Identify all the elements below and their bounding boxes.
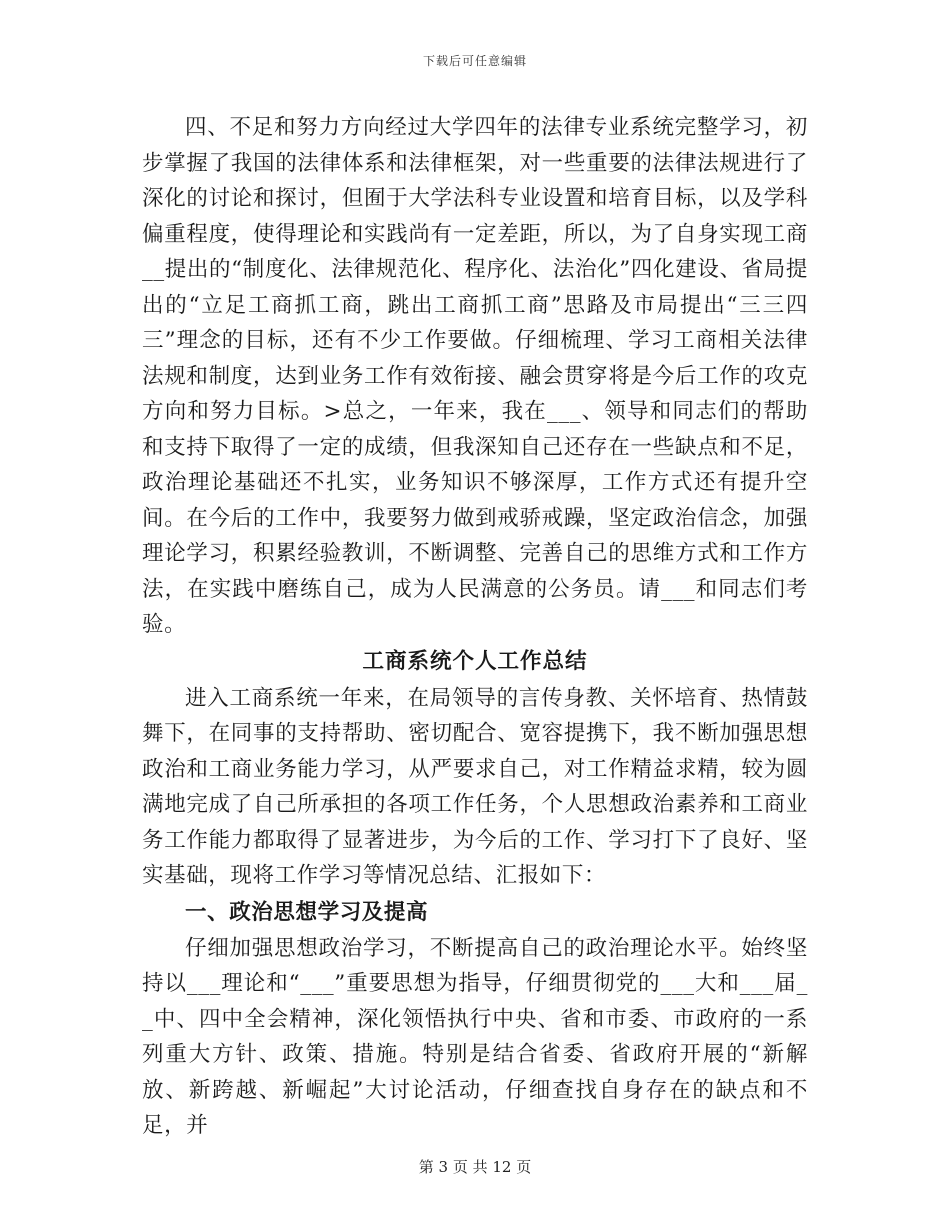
page-header-note: 下载后可任意编辑 bbox=[422, 54, 527, 68]
paragraph-intro: 进入工商系统一年来，在局领导的言传身教、关怀培育、热情鼓舞下，在同事的支持帮助、密切配合、宽容提携下，我不断加强思想政治和工商业务能力学习，从严要求自己，对工作精益求精，较为圆满地完成了自己所承担的各项工作任务，个人思想政治素养和工商业务工作能力都取得了显著进步，为今后的工作、学习打下了良好、坚实基础，现将工作学习等情况总结、汇报如下： bbox=[142, 685, 808, 888]
paragraph-political-study: 仔细加强思想政治学习，不断提高自己的政治理论水平。始终坚持以___理论和“___”重要思想为指导，仔细贯彻党的___大和___届__中、四中全会精神，深化领悟执行中央、省和市委、市政府的一系列重大方针、政策、措施。特别是结合省委、省政府开展的“新解放、新跨越、新崛起”大讨论活动，仔细查找自身存在的缺点和不足，并 bbox=[142, 935, 808, 1138]
document-body bbox=[142, 110, 808, 1144]
document-title: 工商系统个人工作总结 bbox=[362, 648, 588, 674]
page-number: 第 3 页 共 12 页 bbox=[418, 1158, 532, 1176]
section-heading-political: 一、政治思想学习及提高 bbox=[185, 899, 429, 925]
paragraph-shortcomings: 四、不足和努力方向经过大学四年的法律专业系统完整学习，初步掌握了我国的法律体系和法律框架，对一些重要的法律法规进行了深化的讨论和探讨，但囿于大学法科专业设置和培育目标，以及学科偏重程度，使得理论和实践尚有一定差距，所以，为了自身实现工商__提出的“制度化、法律规范化、程序化、法治化”四化建设、省局提出的“立足工商抓工商，跳出工商抓工商”思路及市局提出“三三四三”理念的目标，还有不少工作要做。仔细梳理、学习工商相关法律法规和制度，达到业务工作有效衔接、融会贯穿将是今后工作的攻克方向和努力目标。>总之，一年来，我在___、领导和同志们的帮助和支持下取得了一定的成绩，但我深知自己还存在一些缺点和不足，政治理论基础还不扎实，业务知识不够深厚，工作方式还有提升空间。在今后的工作中，我要努力做到戒骄戒躁，坚定政治信念，加强理论学习，积累经验教训，不断调整、完善自己的思维方式和工作方法，在实践中磨练自己，成为人民满意的公务员。请___和同志们考验。 bbox=[142, 115, 808, 637]
